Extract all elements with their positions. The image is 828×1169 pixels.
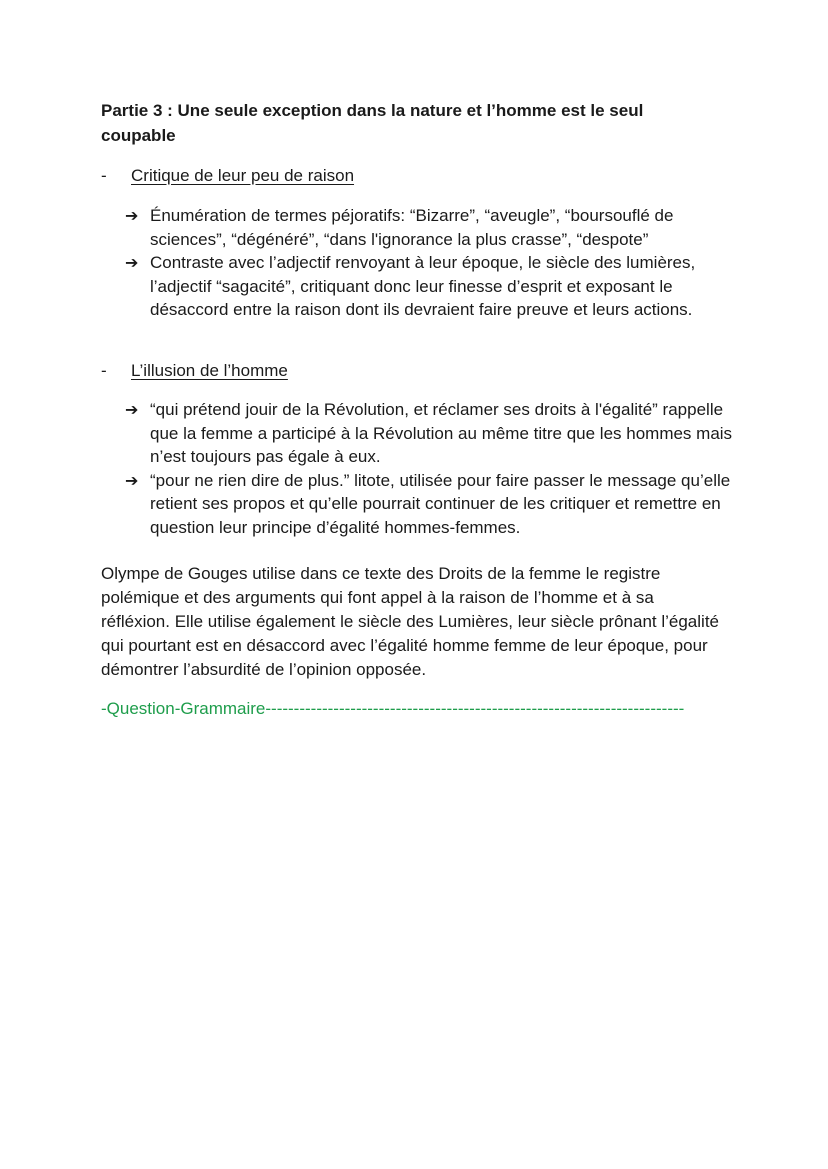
bullet-list-illusion	[125, 398, 735, 539]
conclusion-paragraph: Olympe de Gouges utilise dans ce texte des Droits de la femme le registre polémique et des arguments qui font appel à la raison de l’homme et à sa réfléxion. Elle utilise également le siècle des Lumières, leur siècle prônant l’égalité qui pourtant est en désaccord avec l’égalité homme femme de leur époque, pour démontrer l’absurdité de l’opinion opposée.	[101, 564, 719, 679]
section-heading-label: L’illusion de l’homme	[131, 361, 288, 380]
arrow-right-icon: ➔	[125, 206, 139, 225]
list-item	[125, 251, 735, 322]
part-title: Partie 3 : Une seule exception dans la nature et l’homme est le seul coupable	[101, 101, 644, 145]
list-item	[125, 469, 735, 540]
arrow-right-icon: ➔	[125, 470, 139, 490]
bullet-text: Énumération de termes péjoratifs: “Bizarre”, “aveugle”, “boursouflé de sciences”, “dégénéré”, “dans l'ignorance la plus crasse”, “despote”	[150, 206, 674, 249]
bullet-text: Contraste avec l’adjectif renvoyant à leur époque, le siècle des lumières, l’adjectif “sagacité”, critiquant donc leur finesse d’esprit et exposant le désaccord entre la raison dont ils devraient faire preuve et leurs actions.	[150, 253, 696, 319]
arrow-right-icon: ➔	[125, 253, 139, 272]
section-heading-critique	[101, 164, 354, 188]
section-heading-label: Critique de leur peu de raison	[131, 166, 355, 185]
list-item	[125, 204, 735, 251]
list-item	[125, 398, 735, 469]
bullet-text: “qui prétend jouir de la Révolution, et réclamer ses droits à l'égalité” rappelle que la femme a participé à la Révolution au même titre que les hommes mais n’est toujours pas égale à eux.	[150, 400, 733, 466]
dash-bullet: -	[101, 166, 107, 185]
section-heading-illusion	[101, 359, 288, 383]
dash-bullet: -	[101, 361, 107, 380]
bullet-text: “pour ne rien dire de plus.” litote, utilisée pour faire passer le message qu’elle retient ses propos et qu’elle pourrait continuer de les critiquer et remettre en question leur principe d’égalité hommes-femmes.	[150, 470, 731, 537]
question-grammaire-heading: -Question-Grammaire--------------------------------------------------------------------------	[101, 699, 685, 718]
arrow-right-icon: ➔	[125, 400, 139, 419]
bullet-list-critique	[125, 204, 735, 322]
